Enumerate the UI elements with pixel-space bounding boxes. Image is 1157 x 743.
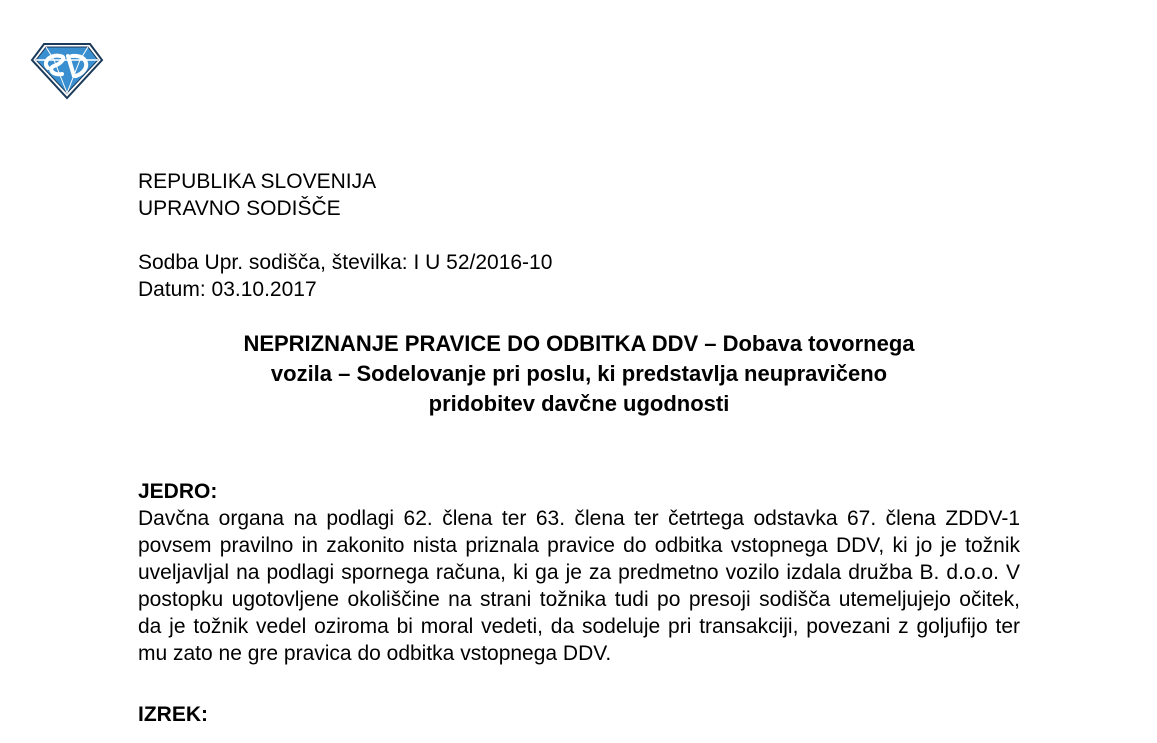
court-header [138,168,1020,222]
jedro-text: Davčna organa na podlagi 62. člena ter 63. člena ter četrtega odstavka 67. člena ZDDV-1 povsem pravilno in zakonito nista priznala pravice do odbitka vstopnega DDV, ki jo je tožnik uveljavljal na podlagi spornega računa, ki ga je za predmetno vozilo izdala družba B. d.o.o. V postopku ugotovljene okoliščine na strani tožnika tudi po presoji sodišča utemeljujejo očitek, da je tožnik vedel oziroma bi moral vedeti, da sodeluje pri transakciji, povezani z goljufijo ter mu zato ne gre pravica do odbitka vstopnega DDV. [138,507,1020,665]
sodna-praksa-diamond-logo-icon [30,40,104,100]
court-name: UPRAVNO SODIŠČE [138,197,341,220]
izrek-heading: IZREK: [138,703,208,726]
title-line-2: vozila – Sodelovanje pri poslu, ki predstavlja neupravičeno [270,361,888,386]
title-line-3: pridobitev davčne ugodnosti [428,391,730,416]
jedro-heading: JEDRO: [138,480,218,503]
decision-date: Datum: 03.10.2017 [138,278,317,301]
country-name: REPUBLIKA SLOVENIJA [138,170,377,193]
document-title [138,329,1020,419]
court-logo [30,40,104,100]
decision-number: Sodba Upr. sodišča, številka: I U 52/2016-10 [138,251,553,274]
decision-info [138,249,1020,303]
title-line-1: NEPRIZNANJE PRAVICE DO ODBITKA DDV – Dobava tovornega [243,331,915,356]
document-page [138,168,1020,728]
